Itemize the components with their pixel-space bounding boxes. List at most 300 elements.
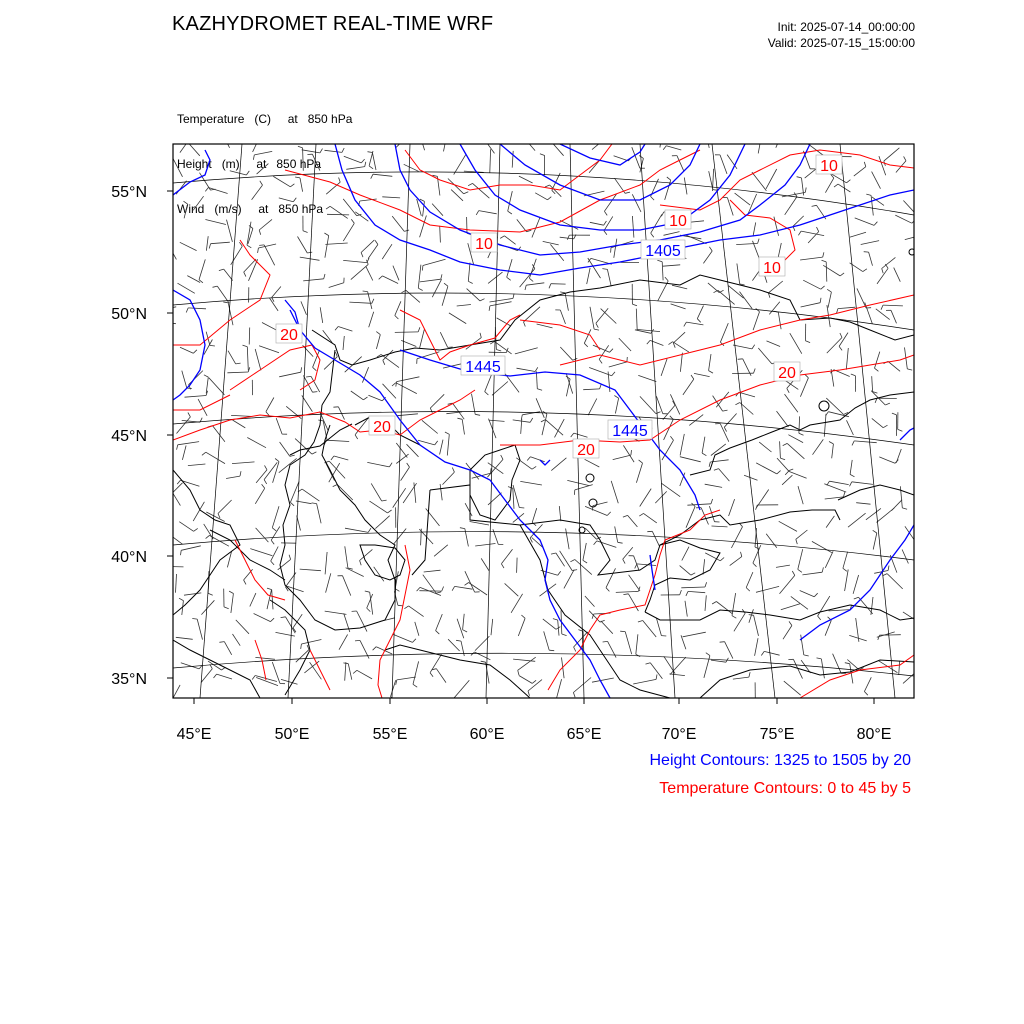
wind-barb-feather: [444, 283, 448, 286]
wind-barb: [682, 547, 689, 561]
wind-barb-feather: [375, 240, 378, 244]
wind-barb: [629, 575, 640, 591]
wind-barb-feather: [749, 672, 750, 677]
wind-barb: [301, 640, 321, 645]
wind-barb: [673, 332, 685, 343]
wind-barb: [613, 455, 631, 460]
wind-barb-feather: [907, 369, 912, 370]
wind-barb: [650, 340, 663, 345]
wind-barb-feather: [780, 458, 785, 460]
wind-barb: [454, 155, 466, 175]
wind-barb-feather: [697, 319, 700, 323]
wind-barb: [903, 612, 918, 622]
wind-barb: [688, 591, 705, 592]
wind-barb: [267, 590, 272, 609]
wind-barb: [490, 149, 491, 172]
wind-barb: [777, 458, 789, 471]
wind-barb: [259, 346, 279, 353]
wind-barb-feather: [209, 244, 210, 249]
wind-barb: [821, 659, 824, 678]
wind-barb: [182, 371, 187, 389]
wind-barb: [847, 660, 859, 670]
wind-barb-feather: [573, 693, 575, 698]
wind-barb: [513, 488, 514, 509]
wind-barb: [180, 138, 191, 153]
wind-barb-feather: [691, 573, 695, 575]
height-label-text: 1445: [465, 359, 501, 376]
wind-barb: [662, 262, 663, 281]
wind-barb: [343, 576, 351, 596]
wind-barb: [856, 503, 870, 505]
wind-barb: [227, 220, 233, 242]
wind-barb: [231, 246, 243, 265]
wind-barb: [501, 549, 512, 564]
wind-barb: [857, 288, 866, 308]
wind-barb: [176, 574, 177, 593]
wind-barb-feather: [383, 360, 385, 365]
wind-barb-feather: [535, 367, 538, 371]
wind-barb: [368, 395, 382, 401]
wind-barb: [766, 169, 777, 189]
wind-barb-feather: [481, 661, 486, 662]
wind-barb-feather: [881, 305, 883, 310]
wind-barb: [303, 375, 312, 392]
wind-barb: [596, 308, 608, 323]
wind-barb: [487, 459, 503, 477]
valid-time: Valid: 2025-07-15_15:00:00: [767, 36, 915, 50]
wind-barb: [367, 462, 389, 467]
wind-barb-feather: [331, 456, 334, 460]
wind-barb-feather: [741, 552, 742, 557]
wind-barb: [420, 330, 425, 349]
wind-barb: [393, 529, 406, 545]
wind-barb: [785, 394, 798, 412]
wind-barb: [529, 259, 536, 279]
wind-barb: [800, 257, 823, 260]
wind-barb: [491, 619, 493, 635]
wind-barb-feather: [244, 272, 246, 277]
wind-barb-feather: [618, 542, 623, 543]
wind-barb: [768, 281, 782, 293]
wind-barb: [843, 552, 848, 569]
wind-barb: [255, 488, 264, 504]
wind-barb: [255, 657, 275, 659]
wind-barb-feather: [507, 277, 511, 280]
wind-barb: [776, 135, 782, 148]
wind-barb: [720, 155, 727, 174]
wind-barb: [636, 463, 642, 483]
wind-barb: [753, 222, 756, 236]
wind-barb: [788, 435, 803, 443]
wind-barb: [488, 272, 502, 283]
lat-axis: [111, 184, 173, 688]
wind-barb-feather: [873, 530, 877, 533]
wind-barb-feather: [368, 528, 371, 532]
wind-barb-feather: [186, 308, 188, 313]
wind-barb-feather: [501, 564, 504, 568]
graticule-lat-55: [173, 172, 914, 215]
wind-barb-feather: [371, 174, 373, 179]
wind-barb: [220, 129, 229, 148]
wind-barb-feather: [574, 647, 576, 652]
wind-barb-feather: [552, 190, 555, 194]
wind-barb-feather: [301, 367, 302, 372]
wind-barb: [490, 298, 514, 302]
wind-barb: [508, 191, 513, 211]
wind-barb: [628, 515, 638, 527]
wind-barb-feather: [404, 606, 408, 609]
wind-barb-feather: [584, 343, 588, 347]
wind-barb: [326, 440, 349, 441]
wind-barb: [324, 357, 337, 370]
wind-barb: [730, 557, 742, 566]
wind-barb: [550, 185, 562, 197]
wind-barb: [861, 241, 879, 245]
wind-barb: [420, 587, 441, 595]
wind-barb-feather: [271, 618, 275, 621]
wind-barb-feather: [639, 156, 643, 159]
wind-barb: [683, 379, 694, 395]
wind-barb: [515, 348, 538, 354]
wind-barb-feather: [188, 413, 191, 417]
wind-barb: [616, 591, 639, 592]
wind-barb: [634, 556, 640, 571]
wind-barb-feather: [567, 235, 569, 240]
wind-barb: [436, 669, 446, 683]
wind-barb: [440, 226, 441, 243]
wind-barb-feather: [290, 455, 295, 456]
wind-barb: [589, 611, 600, 622]
wind-barb-feather: [753, 563, 757, 567]
wind-barb: [300, 257, 320, 260]
wind-barb-feather: [661, 212, 663, 216]
wind-barb-feather: [874, 222, 877, 226]
wind-barb-feather: [236, 363, 241, 364]
wind-barb: [382, 197, 400, 198]
wind-barb-feather: [289, 555, 291, 560]
wind-barb: [615, 398, 618, 413]
wind-barb-feather: [435, 441, 438, 445]
wind-barb: [345, 528, 368, 532]
wind-barb: [250, 549, 272, 556]
wind-barb: [872, 172, 881, 189]
wind-barb-feather: [777, 471, 781, 474]
wind-barb: [664, 232, 680, 236]
wind-barb: [644, 513, 657, 523]
wind-barb: [465, 503, 472, 516]
wind-barb: [346, 167, 364, 170]
wind-barb: [468, 263, 470, 282]
wind-barb: [254, 151, 272, 155]
wind-barb-feather: [418, 288, 422, 290]
wind-barb: [725, 642, 733, 659]
wind-barb: [338, 327, 352, 332]
wind-barb: [671, 304, 686, 309]
wind-barb-feather: [639, 460, 643, 463]
wind-barb: [406, 290, 420, 302]
field-temperature: Temperature (C) at 850 hPa: [177, 112, 353, 126]
wind-barb: [554, 144, 564, 156]
wind-barb-feather: [361, 159, 364, 163]
wind-barb: [684, 178, 687, 195]
wind-barb: [526, 283, 544, 285]
wind-barb-feather: [657, 260, 662, 262]
wind-barb-feather: [702, 453, 706, 456]
wind-barb: [303, 148, 304, 171]
wind-barb-feather: [464, 192, 469, 194]
wind-barb: [681, 635, 686, 649]
wind-barb: [424, 570, 441, 572]
wind-barb-feather: [709, 371, 713, 374]
wind-barb-feather: [834, 184, 838, 187]
wind-barb-feather: [388, 510, 392, 513]
wind-barb-feather: [475, 414, 480, 415]
wind-barb-feather: [407, 463, 410, 467]
wind-barb-feather: [452, 586, 455, 590]
wind-barb-feather: [551, 553, 556, 554]
wind-barb-feather: [218, 514, 220, 519]
wind-barb: [607, 269, 611, 286]
wind-barb: [592, 136, 608, 150]
wind-barb: [873, 533, 877, 550]
wind-barb-feather: [826, 412, 829, 416]
wind-barb-feather: [369, 166, 373, 169]
wind-barb: [371, 483, 382, 501]
wind-barb-feather: [262, 484, 265, 488]
wind-barb-feather: [177, 480, 180, 484]
wind-barb: [462, 419, 464, 434]
wind-barb: [661, 359, 667, 376]
wind-barb: [447, 434, 449, 455]
wind-barb: [643, 621, 657, 638]
wind-barb-feather: [363, 397, 367, 400]
wind-barb-feather: [572, 570, 577, 571]
wind-barb-feather: [594, 541, 597, 545]
wind-barb-feather: [600, 384, 602, 389]
wind-barb: [507, 259, 512, 277]
wind-barb: [184, 204, 188, 218]
wind-barb: [850, 232, 866, 237]
lon-label: 50°E: [274, 726, 310, 743]
height-label-1445: [608, 420, 652, 440]
wind-barb: [206, 236, 208, 251]
wind-barb: [505, 583, 519, 596]
wind-barb-feather: [518, 670, 519, 675]
wind-barb: [178, 283, 195, 293]
wind-barb-feather: [883, 425, 887, 428]
temperature-label-text: 20: [280, 327, 298, 344]
wind-barb-feather: [823, 252, 824, 257]
wind-barb-feather: [389, 463, 392, 467]
wind-barb-feather: [365, 591, 370, 592]
wind-barb: [344, 156, 362, 163]
wind-barb-feather: [738, 359, 743, 360]
wind-barb: [252, 185, 263, 200]
wind-barb: [517, 219, 527, 231]
wind-barb: [276, 632, 295, 636]
wind-barb: [488, 493, 502, 505]
wind-barb: [753, 312, 759, 330]
wind-barb-feather: [647, 340, 650, 344]
wind-barb: [329, 283, 344, 288]
lon-label: 80°E: [856, 726, 892, 743]
wind-barb: [785, 197, 797, 215]
wind-barb: [519, 676, 532, 684]
wind-barb-feather: [192, 619, 197, 620]
wind-barb: [623, 445, 634, 462]
wind-barb: [273, 176, 290, 186]
wind-barb-feather: [755, 700, 760, 702]
wind-barb: [703, 559, 705, 574]
wind-barb-feather: [460, 528, 465, 529]
wind-barb-feather: [787, 388, 789, 392]
wind-barb-feather: [313, 392, 318, 393]
wind-barb: [382, 244, 392, 259]
wind-barb: [419, 133, 424, 151]
wind-barb-feather: [606, 588, 609, 592]
wind-barb: [255, 349, 261, 370]
wind-barb-feather: [508, 211, 512, 214]
wind-barb-feather: [298, 146, 303, 148]
wind-barb-feather: [537, 389, 542, 391]
wind-barb: [397, 677, 416, 680]
wind-barb: [298, 237, 308, 254]
wind-barb-feather: [553, 619, 558, 620]
lat-label: 40°N: [111, 549, 147, 566]
wind-barb: [197, 619, 202, 640]
wind-barb: [218, 500, 232, 514]
field-wind: Wind (m/s) at 850 hPa: [177, 202, 324, 216]
wind-barb: [543, 619, 556, 629]
wind-barb: [370, 501, 388, 513]
wind-barb-feather: [456, 640, 461, 641]
wind-barb: [708, 283, 719, 293]
wind-barb-feather: [852, 441, 854, 446]
wind-barb-feather: [792, 571, 795, 575]
wind-barb: [711, 660, 726, 662]
wind-barb-feather: [604, 221, 607, 225]
wind-barb-feather: [335, 352, 337, 357]
wind-barb-feather: [712, 602, 716, 605]
wind-barb: [560, 237, 574, 239]
wind-barb: [852, 482, 873, 485]
wind-barb: [670, 674, 685, 676]
wind-barb: [593, 345, 610, 352]
wind-barb: [490, 302, 512, 306]
wind-barb: [393, 266, 399, 281]
wind-barb: [689, 415, 703, 426]
wind-barb: [855, 218, 874, 226]
wind-barb: [812, 541, 832, 552]
wind-barb: [636, 634, 638, 654]
wind-barb-feather: [524, 322, 526, 327]
wind-barb: [479, 211, 497, 214]
wind-barb: [481, 558, 489, 571]
wind-barb: [651, 214, 662, 233]
wind-barb: [887, 574, 903, 589]
wind-barb: [231, 415, 251, 416]
wind-barb: [201, 669, 212, 683]
wind-barb: [774, 217, 779, 236]
wind-barb-feather: [253, 155, 254, 160]
wind-barb-feather: [532, 680, 536, 683]
wind-barb: [697, 306, 703, 319]
wind-barb-feather: [754, 369, 756, 374]
wind-barb: [585, 459, 600, 467]
wind-barb: [517, 558, 518, 573]
wind-barb: [270, 298, 279, 311]
wind-barb-feather: [827, 289, 831, 292]
wind-barb: [662, 483, 681, 496]
wind-barb: [432, 279, 441, 297]
temperature-label-10: [471, 233, 497, 253]
wind-barb: [756, 463, 777, 474]
wind-barb: [652, 531, 659, 546]
wind-barb-feather: [691, 375, 694, 379]
wind-barb-feather: [709, 462, 710, 467]
wind-barb-feather: [430, 673, 433, 677]
wind-barb: [694, 373, 710, 376]
wind-barb: [680, 566, 691, 576]
wind-barb: [705, 484, 722, 487]
wind-barb: [467, 289, 480, 301]
wind-barb-feather: [530, 418, 533, 422]
wind-barb-feather: [532, 466, 536, 469]
wind-barb: [420, 279, 441, 282]
temperature-label-text: 20: [778, 365, 796, 382]
wind-barb-feather: [168, 493, 173, 494]
wind-barb-feather: [173, 698, 176, 702]
wind-barb-feather: [166, 567, 168, 572]
wind-barb: [430, 394, 444, 408]
wind-barb: [489, 420, 505, 421]
wind-barb-feather: [817, 227, 819, 232]
wind-barb-feather: [368, 152, 373, 153]
wind-barb: [606, 568, 616, 587]
wind-barb: [443, 472, 455, 485]
wind-barb-feather: [351, 219, 354, 223]
wind-barb: [663, 265, 680, 266]
wind-barb: [575, 560, 592, 575]
wind-barb: [199, 259, 205, 279]
wind-barb: [784, 681, 801, 695]
wind-barb: [587, 268, 590, 284]
wind-barb: [254, 614, 271, 622]
wind-barb-feather: [548, 197, 552, 200]
wind-barb: [189, 371, 203, 385]
wind-barb-feather: [822, 260, 827, 262]
wind-barb: [744, 475, 757, 480]
wind-barb-feather: [817, 658, 822, 659]
wind-barb: [638, 375, 656, 381]
wind-barb-feather: [224, 607, 229, 609]
wind-barb: [325, 611, 347, 614]
wind-barb-feather: [864, 692, 867, 696]
wind-barb-feather: [413, 639, 416, 643]
wind-barb: [590, 222, 604, 225]
wind-barb-feather: [789, 621, 792, 625]
wind-barb: [640, 489, 652, 507]
wind-barb-feather: [306, 376, 311, 377]
wind-barb: [409, 606, 424, 617]
wind-barb: [864, 677, 871, 691]
wind-barb: [374, 567, 384, 582]
wind-barb-feather: [508, 487, 513, 489]
wind-barb: [551, 458, 566, 471]
wind-barb: [872, 418, 883, 427]
wind-barb: [905, 234, 927, 240]
wind-barb: [349, 302, 371, 303]
